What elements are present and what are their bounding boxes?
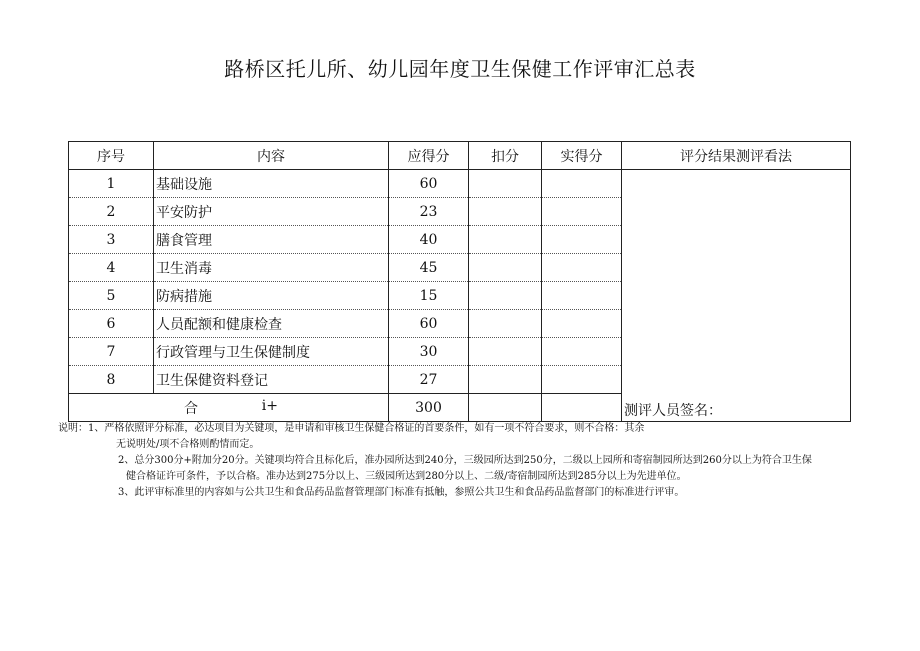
row-deduction-cell[interactable] [469, 338, 542, 366]
row-expected-score: 45 [389, 254, 469, 282]
evaluation-comment-cell[interactable] [622, 170, 851, 422]
row-deduction-cell[interactable] [469, 282, 542, 310]
row-deduction-cell[interactable] [469, 226, 542, 254]
row-expected-score: 27 [389, 366, 469, 394]
note-1: 说明：1、严格依照评分标准，必达项目为关键项，是申请和审核卫生保健合格证的首要条件，如有一项不符合要求，则不合格：其余 [58, 423, 645, 434]
row-actual-score-cell[interactable] [542, 198, 622, 226]
row-actual-score-cell[interactable] [542, 310, 622, 338]
row-content: 行政管理与卫生保健制度 [154, 338, 389, 366]
header-actual-score: 实得分 [542, 142, 622, 170]
table-header-row [69, 142, 851, 170]
row-content: 人员配额和健康检查 [154, 310, 389, 338]
header-content: 内容 [154, 142, 389, 170]
row-expected-score: 60 [389, 170, 469, 198]
note-1-continued: 无说明处/项不合格则酌情而定。 [116, 439, 260, 450]
row-number: 1 [69, 170, 154, 198]
row-deduction-cell[interactable] [469, 366, 542, 394]
row-deduction-cell[interactable] [469, 170, 542, 198]
row-deduction-cell[interactable] [469, 198, 542, 226]
total-deduction-cell[interactable] [469, 394, 542, 422]
row-number: 6 [69, 310, 154, 338]
table-row [69, 170, 851, 198]
row-expected-score: 15 [389, 282, 469, 310]
row-content: 卫生消毒 [154, 254, 389, 282]
total-label-left: 合 [184, 400, 198, 417]
page-title: 路桥区托儿所、幼儿园年度卫生保健工作评审汇总表 [224, 57, 696, 81]
row-actual-score-cell[interactable] [542, 170, 622, 198]
total-label-right: i+ [261, 397, 278, 414]
row-actual-score-cell[interactable] [542, 254, 622, 282]
row-expected-score: 60 [389, 310, 469, 338]
row-expected-score: 40 [389, 226, 469, 254]
row-actual-score-cell[interactable] [542, 338, 622, 366]
row-number: 2 [69, 198, 154, 226]
row-number: 3 [69, 226, 154, 254]
total-label-cell [69, 394, 389, 422]
row-deduction-cell[interactable] [469, 310, 542, 338]
total-actual-score-cell[interactable] [542, 394, 622, 422]
row-content: 防病措施 [154, 282, 389, 310]
note-2: 2、总分300分+附加分20分。关键项均符合且标化后，准办园所达到240分，三级园所达到250分，二级以上园所和寄宿制园所达到260分以上为符合卫生保 [118, 455, 812, 466]
row-content: 膳食管理 [154, 226, 389, 254]
row-content: 卫生保健资料登记 [154, 366, 389, 394]
header-evaluation-comment: 评分结果测评看法 [622, 142, 851, 170]
note-2-continued: 健合格证许可条件，予以合格。准办达到275分以上、三级园所达到280分以上、二级/寄宿制园所达到285分以上为先进单位。 [126, 471, 687, 482]
row-number: 5 [69, 282, 154, 310]
header-number: 序号 [69, 142, 154, 170]
row-actual-score-cell[interactable] [542, 366, 622, 394]
row-number: 8 [69, 366, 154, 394]
row-content: 平安防护 [154, 198, 389, 226]
signature-label: 测评人员签名： [624, 403, 722, 419]
evaluation-table [68, 141, 851, 422]
header-deduction: 扣分 [469, 142, 542, 170]
row-actual-score-cell[interactable] [542, 226, 622, 254]
row-content: 基础设施 [154, 170, 389, 198]
header-expected-score: 应得分 [389, 142, 469, 170]
row-expected-score: 30 [389, 338, 469, 366]
row-expected-score: 23 [389, 198, 469, 226]
note-3: 3、此评审标准里的内容如与公共卫生和食品药品监督管理部门标准有抵触，参照公共卫生和食品药品监督部门的标准进行评审。 [118, 487, 685, 498]
row-number: 7 [69, 338, 154, 366]
row-number: 4 [69, 254, 154, 282]
row-deduction-cell[interactable] [469, 254, 542, 282]
notes-section [58, 421, 888, 501]
total-expected-score: 300 [389, 394, 469, 422]
row-actual-score-cell[interactable] [542, 282, 622, 310]
signature-area [622, 170, 850, 421]
